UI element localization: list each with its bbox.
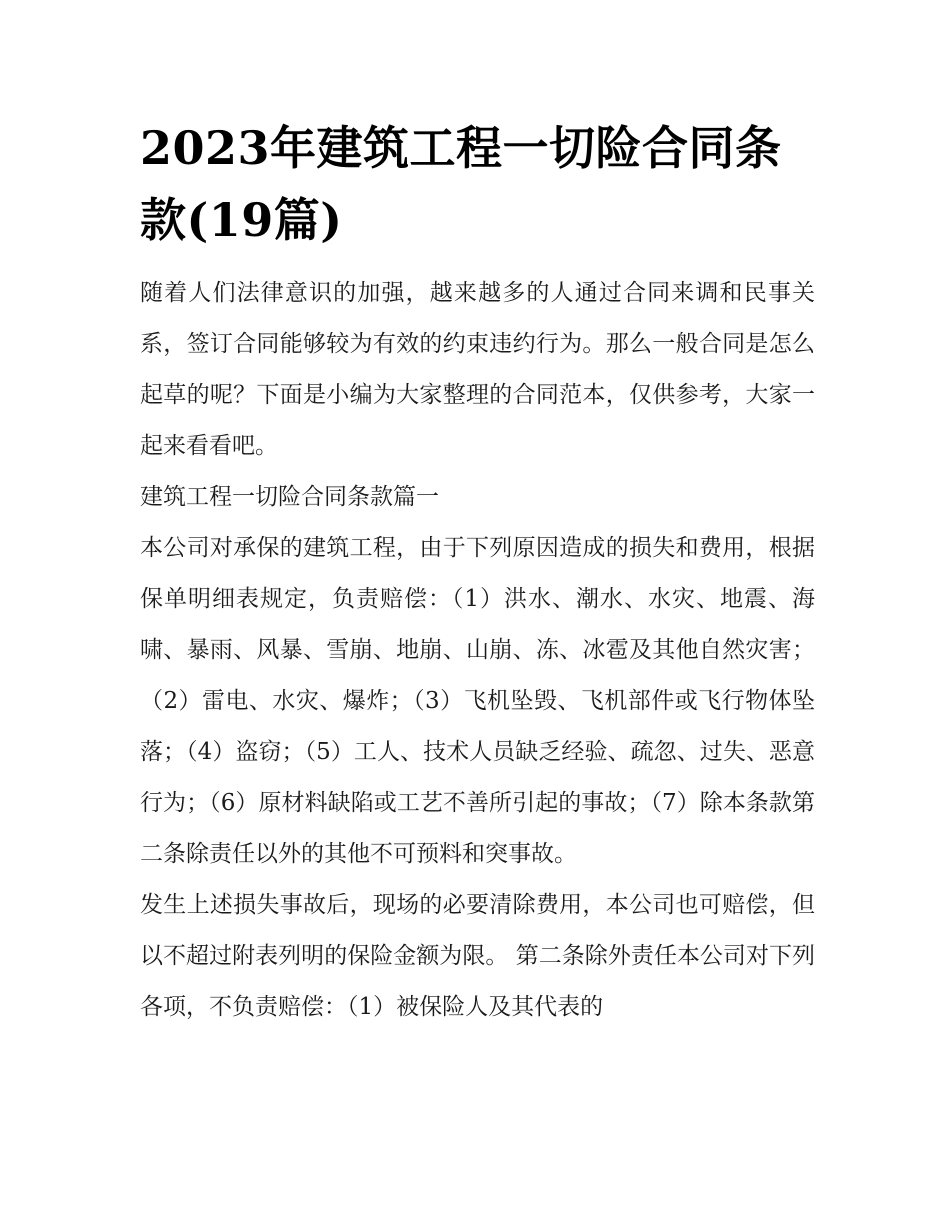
clause-paragraph-1: 本公司对承保的建筑工程，由于下列原因造成的损失和费用，根据保单明细表规定，负责赔偿：（1）洪水、潮水、水灾、地震、海啸、暴雨、风暴、雪崩、地崩、山崩、冻、冰雹及其他自然灾害；（2）雷电、水灾、爆炸；（3）飞机坠毁、飞机部件或飞行物体坠落；（4）盗窃；（5）工人、技术人员缺乏经验、疏忽、过失、恶意行为；（6）原材料缺陷或工艺不善所引起的事故；（7）除本条款第二条除责任以外的其他不可预料和突事故。 [140, 535, 815, 867]
intro-paragraph: 随着人们法律意识的加强，越来越多的人通过合同来调和民事关系，签订合同能够较为有效的约束违约行为。那么一般合同是怎么起草的呢？下面是小编为大家整理的合同范本，仅供参考，大家一起来看看吧。 [140, 280, 815, 459]
document-body [140, 112, 815, 1033]
clause-paragraph-2: 发生上述损失事故后，现场的必要清除费用，本公司也可赔偿，但以不超过附表列明的保险金额为限。 第二条除外责任本公司对下列各项，不负责赔偿：（1）被保险人及其代表的 [140, 892, 815, 1020]
section-heading: 建筑工程一切险合同条款篇一 [140, 484, 439, 510]
document-title: 2023年建筑工程一切险合同条款(19篇) [140, 121, 782, 247]
